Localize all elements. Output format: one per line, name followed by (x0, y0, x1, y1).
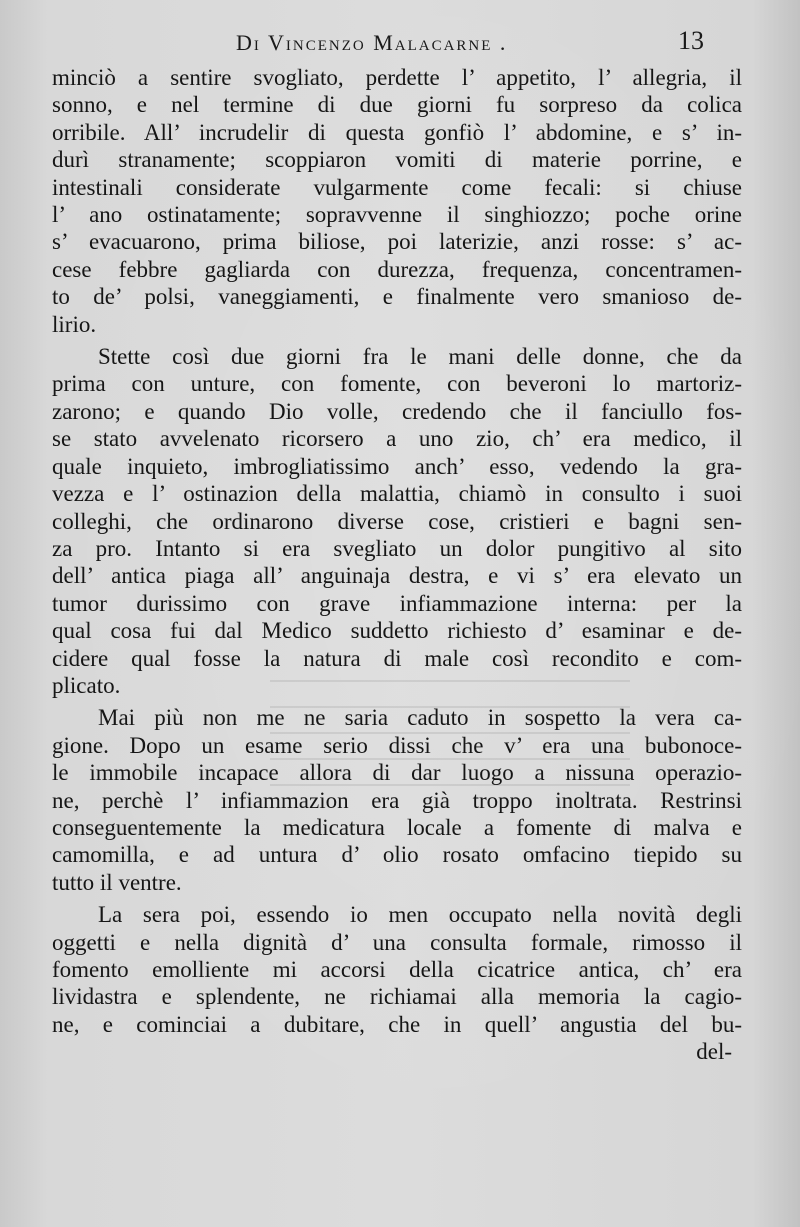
text-line: plicato. (52, 672, 121, 698)
text-line: se stato avvelenato ricorsero a uno zio, ch’ era medico, il (52, 426, 742, 452)
text-line: intestinali considerate vulgarmente come fecali: si chiuse (52, 174, 742, 200)
paragraph (52, 901, 742, 1038)
text-line: cidere qual fosse la natura di male così recondito e com- (52, 645, 742, 671)
paragraph (52, 343, 742, 699)
text-line: za pro. Intanto si era svegliato un dolor pungitivo al sito (52, 535, 742, 561)
text-line: cese febbre gagliarda con durezza, frequenza, concentramen- (52, 256, 742, 282)
text-line: fomento emolliente mi accorsi della cicatrice antica, ch’ era (52, 957, 742, 982)
text-line: orribile. All’ incrudelir di questa gonfiò l’ abdomine, e s’ in- (52, 119, 742, 145)
text-line: vezza e l’ ostinazion della malattia, chiamò in consulto i suoi (52, 481, 742, 507)
text-line: oggetti e nella dignità d’ una consulta formale, rimosso il (52, 929, 742, 955)
text-line: dell’ antica piaga all’ anguinaja destra, e vi s’ era elevato un (52, 563, 742, 589)
text-line: sonno, e nel termine di due giorni fu sorpreso da colica (52, 92, 742, 118)
text-line: ne, e cominciai a dubitare, che in quell’ angustia del bu- (52, 1011, 742, 1037)
paragraph (52, 704, 742, 896)
text-line: durì stranamente; scoppiaron vomiti di materie porrine, e (52, 147, 742, 173)
text-line: Stette così due giorni fra le mani delle donne, che da (98, 344, 742, 370)
text-line: minciò a sentire svogliato, perdette l’ appetito, l’ allegria, il (52, 65, 742, 90)
running-head-title: Di Vincenzo Malacarne . (236, 30, 508, 55)
body-text (52, 64, 742, 1066)
text-line: le immobile incapace allora di dar luogo a nissuna operazio- (52, 760, 742, 786)
text-line: prima con unture, con fomente, con beveroni lo martoriz- (52, 371, 742, 397)
text-line: zarono; e quando Dio volle, credendo che il fanciullo fos- (52, 398, 742, 424)
text-line: tutto il ventre. (52, 869, 182, 895)
running-head (0, 26, 800, 64)
paragraph (52, 64, 742, 338)
text-line: La sera poi, essendo io men occupato nella novità degli (98, 902, 742, 928)
text-line: Mai più non me ne saria caduto in sospetto la vera ca- (98, 705, 742, 731)
text-line: lividastra e splendente, ne richiamai alla memoria la cagio- (52, 984, 742, 1010)
catchword: del- (696, 1039, 732, 1065)
text-line: l’ ano ostinatamente; sopravvenne il singhiozzo; poche orine (52, 202, 742, 228)
text-line: s’ evacuarono, prima biliose, poi laterizie, anzi rosse: s’ ac- (52, 229, 742, 255)
text-line: ne, perchè l’ infiammazion era già troppo inoltrata. Restrinsi (52, 787, 742, 813)
text-line: to de’ polsi, vaneggiamenti, e finalmente vero smanioso de- (52, 284, 742, 310)
text-line: gione. Dopo un esame serio dissi che v’ era una bubonoce- (52, 732, 742, 758)
text-line: quale inquieto, imbrogliatissimo anch’ esso, vedendo la gra- (52, 453, 742, 479)
page-number: 13 (678, 26, 704, 55)
text-line: conseguentemente la medicatura locale a fomente di malva e (52, 814, 742, 840)
text-line: colleghi, che ordinarono diverse cose, cristieri e bagni sen- (52, 508, 742, 534)
text-line: qual cosa fui dal Medico suddetto richiesto d’ esaminar e de- (52, 618, 742, 644)
text-line: lirio. (52, 311, 97, 337)
text-line: camomilla, e ad untura d’ olio rosato omfacino tiepido su (52, 842, 742, 868)
text-line: tumor durissimo con grave infiammazione interna: per la (52, 590, 742, 616)
